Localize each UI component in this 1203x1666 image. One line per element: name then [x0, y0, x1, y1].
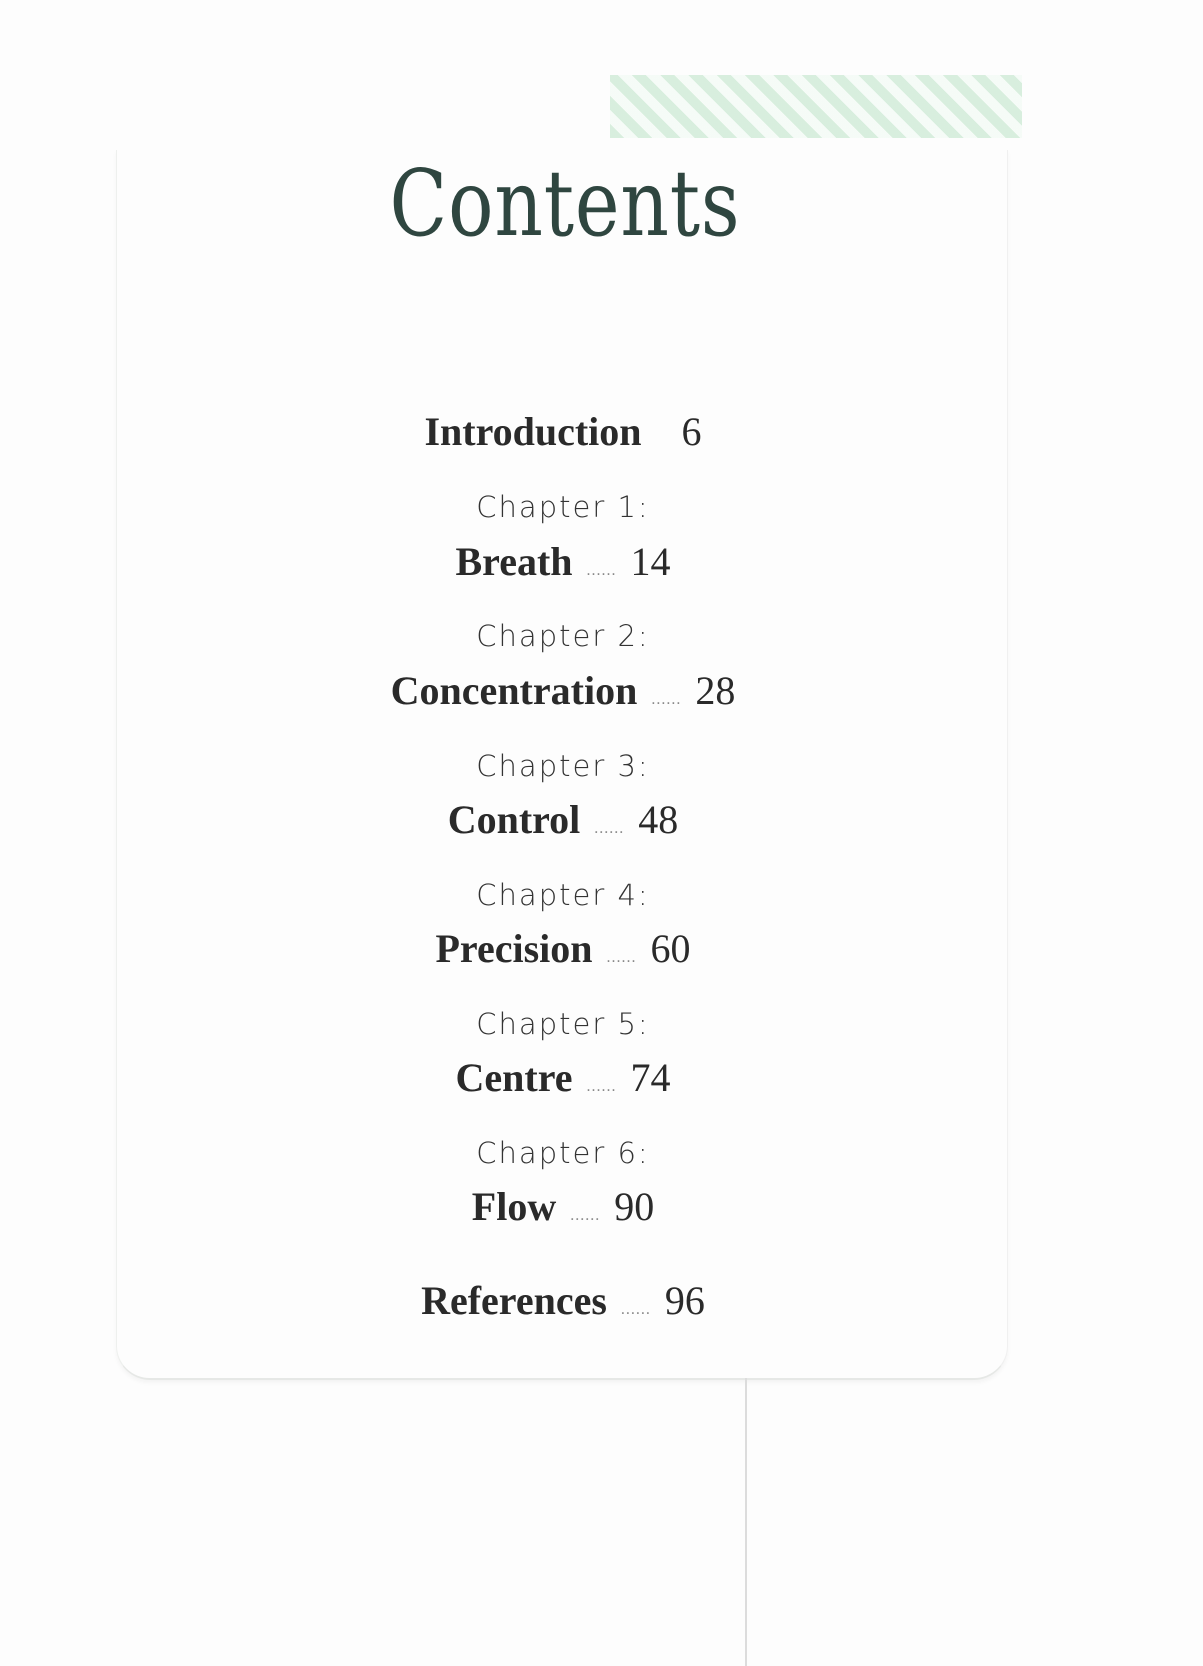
toc-entry-chapter-3[interactable]: [0, 796, 1126, 843]
entry-page: 48: [638, 797, 679, 842]
entry-title: Breath: [455, 539, 573, 584]
page-title: Contents: [389, 150, 741, 257]
entry-page: 96: [664, 1278, 705, 1323]
chapter-label: Chapter 2:: [476, 619, 650, 653]
entry-page: 74: [630, 1055, 671, 1100]
entry-page: 14: [630, 539, 671, 584]
toc-entry-chapter-4[interactable]: [0, 925, 1126, 972]
toc-entry-chapter-1[interactable]: [0, 538, 1126, 585]
leader-dots: ......: [586, 1078, 617, 1095]
toc-entry-chapter-2[interactable]: [0, 667, 1126, 714]
entry-page: 60: [650, 926, 691, 971]
chapter-label: Chapter 3:: [476, 749, 650, 783]
toc-entry-references[interactable]: [0, 1277, 1126, 1324]
entry-title: Introduction: [424, 409, 642, 454]
chapter-label: Chapter 5:: [476, 1007, 650, 1041]
decorative-stripe-band: [610, 75, 1022, 138]
leader-dots: ......: [586, 562, 617, 579]
leader-dots: ......: [606, 949, 637, 966]
leader-dots: ......: [620, 1301, 651, 1318]
entry-title: Concentration: [390, 668, 638, 713]
entry-page: 28: [695, 668, 736, 713]
toc-entry-chapter-6[interactable]: [0, 1183, 1126, 1230]
toc-entry-introduction[interactable]: [0, 408, 1126, 455]
toc-entry-chapter-5[interactable]: [0, 1054, 1126, 1101]
entry-title: Centre: [455, 1055, 573, 1100]
binding-line: [745, 1378, 747, 1666]
leader-dots: ......: [594, 820, 625, 837]
entry-title: Control: [447, 797, 581, 842]
entry-title: References: [421, 1278, 607, 1323]
chapter-label: Chapter 6:: [476, 1136, 650, 1170]
leader-dots: ......: [570, 1207, 601, 1224]
entry-title: Precision: [435, 926, 593, 971]
entry-page: 90: [614, 1184, 655, 1229]
chapter-label: Chapter 1:: [476, 490, 650, 524]
chapter-label: Chapter 4:: [476, 878, 650, 912]
entry-page: 6: [681, 409, 702, 454]
entry-title: Flow: [471, 1184, 557, 1229]
leader-dots: ......: [651, 691, 682, 708]
